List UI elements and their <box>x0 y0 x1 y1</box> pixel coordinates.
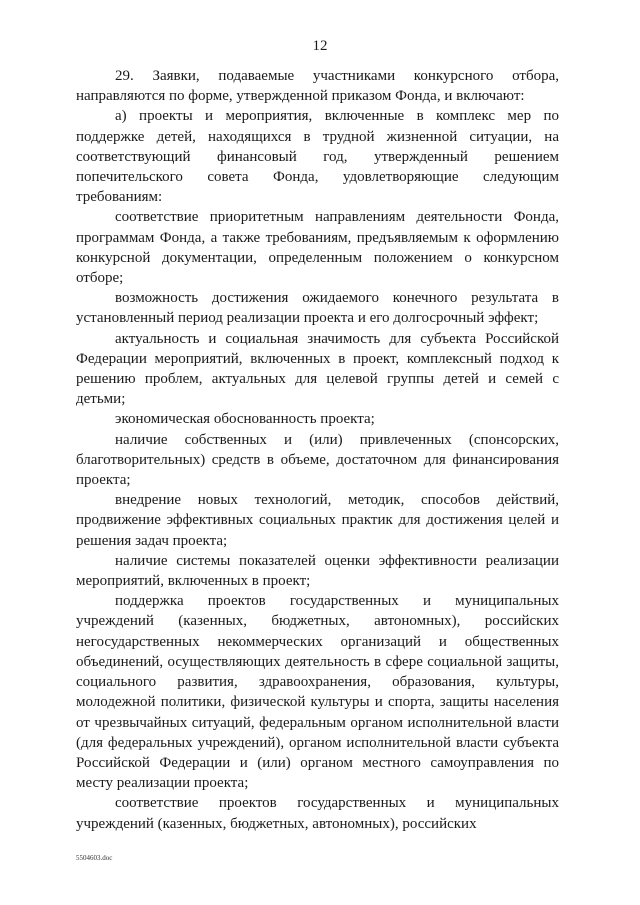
paragraph-requirement: поддержка проектов государственных и муниципальных учреждений (казенных, бюджетных, автономных), российских негосударственных некоммерческих организаций и общественных объединений, осуществляющих деятельность в сфере социальной защиты, социального развития, здравоохранения, образования, культуры, молодежной политики, физической культуры и спорта, защиты населения от чрезвычайных ситуаций, федеральным органом исполнительной власти (для федеральных учреждений), органом исполнительной власти субъекта Российской Федерации и (или) органом местного самоуправления по месту реализации проекта; <box>76 593 559 792</box>
paragraph-requirement: наличие собственных и (или) привлеченных (спонсорских, благотворительных) средств в объеме, достаточном для финансирования проекта; <box>76 431 559 489</box>
paragraph-requirement: наличие системы показателей оценки эффективности реализации мероприятий, включенных в проект; <box>76 552 559 590</box>
paragraph-item-29: 29. Заявки, подаваемые участниками конкурсного отбора, направляются по форме, утвержденной приказом Фонда, и включают: <box>76 68 559 105</box>
footer-filename: 5504603.doc <box>76 854 113 862</box>
paragraph-requirement: внедрение новых технологий, методик, способов действий, продвижение эффективных социальных практик для достижения целей и решения задач проекта; <box>76 492 559 549</box>
paragraph-requirement: соответствие приоритетным направлениям деятельности Фонда, программам Фонда, а также требованиям, предъявляемым к оформлению конкурсной документации, определенным положением о конкурсном отборе; <box>76 209 559 287</box>
paragraph-requirement: актуальность и социальная значимость для субъекта Российской Федерации мероприятий, включенных в проект, комплексный подход к решению проблем, актуальных для целевой группы детей и семей с детьми; <box>76 330 559 408</box>
paragraph-requirement: экономическая обоснованность проекта; <box>115 411 375 428</box>
paragraph-subitem-a: а) проекты и мероприятия, включенные в комплекс мер по поддержке детей, находящихся в трудной жизненной ситуации, на соответствующий финансовый год, утвержденный решением попечительского совета Фонда, удовлетворяющие следующим требованиям: <box>76 108 559 206</box>
paragraph-requirement: соответствие проектов государственных и муниципальных учреждений (казенных, бюджетных, автономных), российских <box>76 795 559 832</box>
document-body <box>76 66 559 834</box>
page-number: 12 <box>312 38 328 54</box>
paragraph-requirement: возможность достижения ожидаемого конечного результата в установленный период реализации проекта и его долгосрочный эффект; <box>76 290 559 327</box>
